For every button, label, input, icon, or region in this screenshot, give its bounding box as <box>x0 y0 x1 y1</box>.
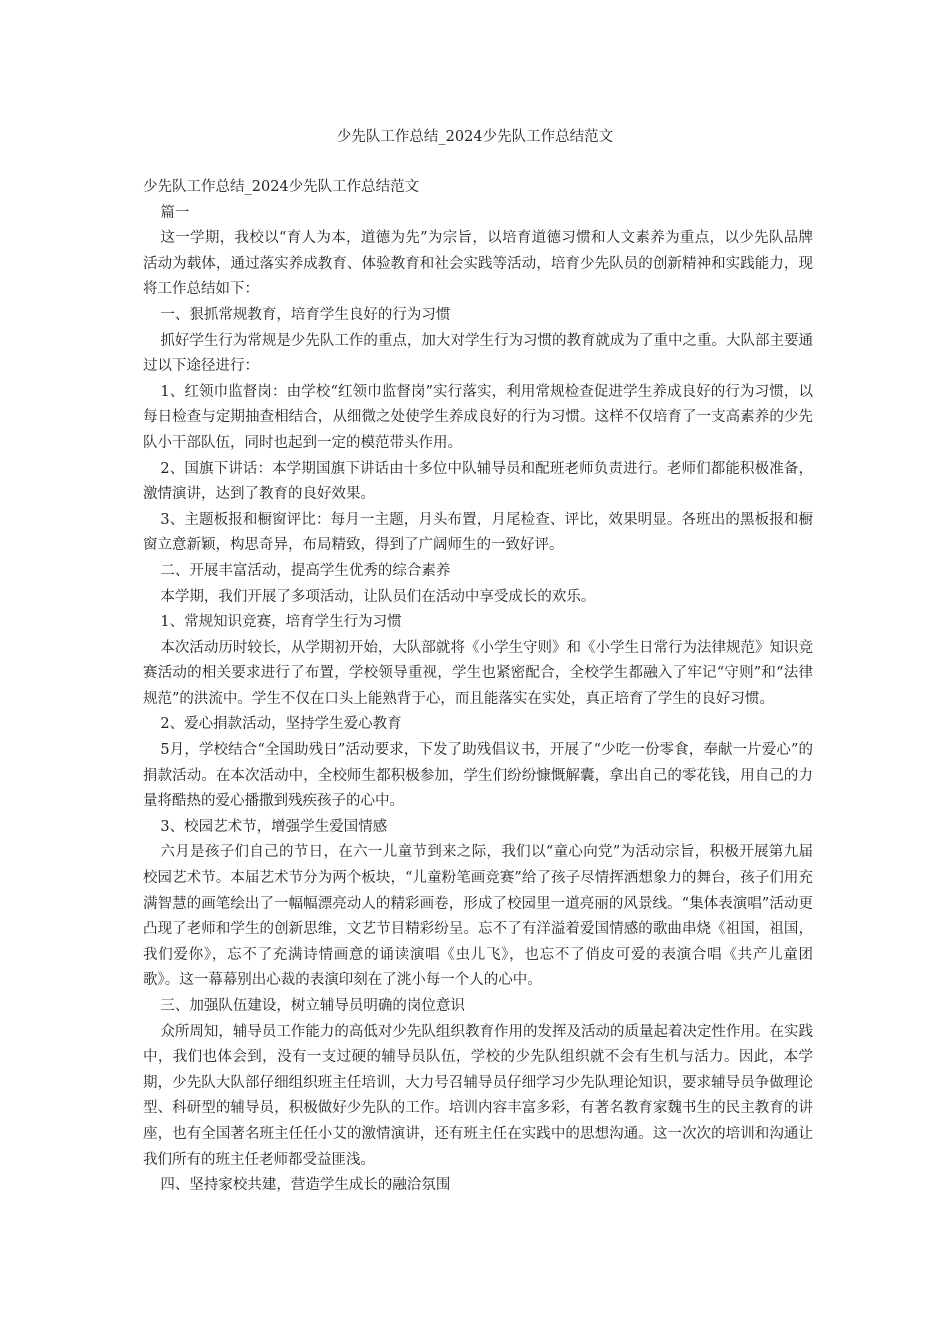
body-paragraph: 这一学期，我校以“育人为本，道德为先”为宗旨，以培育道德习惯和人文素养为重点，以少先队品牌活动为载体，通过落实养成教育、体验教育和社会实践等活动，培育少先队员的创新精神和实践能力，现将工作总结如下： <box>143 230 813 298</box>
section-heading: 四、坚持家校共建，营造学生成长的融洽氛围 <box>160 1177 451 1194</box>
body-paragraph: 本学期，我们开展了多项活动，让队员们在活动中享受成长的欢乐。 <box>160 588 596 605</box>
document-title: 少先队工作总结_2024少先队工作总结范文 <box>336 129 614 145</box>
body-paragraph: 2、国旗下讲话：本学期国旗下讲话由十多位中队辅导员和配班老师负责进行。老师们都能积极准备，激情演讲，达到了教育的良好效果。 <box>143 460 813 503</box>
section-heading: 二、开展丰富活动，提高学生优秀的综合素养 <box>160 562 451 579</box>
document-subtitle: 少先队工作总结_2024少先队工作总结范文 <box>143 179 420 195</box>
section-heading: 三、加强队伍建设，树立辅导员明确的岗位意识 <box>160 998 465 1014</box>
document-body <box>143 175 813 1199</box>
body-paragraph: 篇一 <box>160 204 190 221</box>
body-paragraph: 2、爱心捐款活动，坚持学生爱心教育 <box>160 716 402 733</box>
body-paragraph: 六月是孩子们自己的节日，在六一儿童节到来之际，我们以“童心向党”为活动宗旨，积极开展第九届校园艺术节。本届艺术节分为两个板块，“儿童粉笔画竞赛”给了孩子尽情挥洒想象力的舞台，孩子们用充满智慧的画笔绘出了一幅幅漂亮动人的精彩画卷，形成了校园里一道亮丽的风景线。“集体表演唱”活动更凸现了老师和学生的创新思维，文艺节目精彩纷呈。忘不了有洋溢着爱国情感的歌曲串烧《祖国，祖国，我们爱你》，忘不了充满诗情画意的诵读演唱《虫儿飞》，也忘不了俏皮可爱的表演合唱《共产儿童团歌》。这一幕幕别出心裁的表演印刻在了洮小每一个人的心中。 <box>143 844 813 989</box>
body-paragraph: 5月，学校结合“全国助残日”活动要求，下发了助残倡议书，开展了“少吃一份零食，奉献一片爱心”的捐款活动。在本次活动中，全校师生都积极参加，学生们纷纷慷慨解囊，拿出自己的零花钱，用自己的力量将酷热的爱心播撒到残疾孩子的心中。 <box>143 742 813 810</box>
body-paragraph: 3、校园艺术节，增强学生爱国情感 <box>160 818 388 835</box>
body-paragraph: 众所周知，辅导员工作能力的高低对少先队组织教育作用的发挥及活动的质量起着决定性作用。在实践中，我们也体会到，没有一支过硬的辅导员队伍，学校的少先队组织就不会有生机与活力。因此，本学期，少先队大队部仔细组织班主任培训，大力号召辅导员仔细学习少先队理论知识，要求辅导员争做理论型、科研型的辅导员，积极做好少先队的工作。培训内容丰富多彩，有著名教育家魏书生的民主教育的讲座，也有全国著名班主任任小艾的激情演讲，还有班主任在实践中的思想沟通。这一次次的培训和沟通让我们所有的班主任老师都受益匪浅。 <box>143 1023 813 1168</box>
body-paragraph: 1、常规知识竞赛，培育学生行为习惯 <box>160 614 402 631</box>
body-paragraph: 3、主题板报和橱窗评比：每月一主题，月头布置，月尾检查、评比，效果明显。各班出的黑板报和橱窗立意新颖，构思奇异，布局精致，得到了广阔师生的一致好评。 <box>143 511 813 554</box>
body-paragraph: 1、红领巾监督岗：由学校“红领巾监督岗”实行落实，利用常规检查促进学生养成良好的行为习惯，以每日检查与定期抽查相结合，从细微之处使学生养成良好的行为习惯。这样不仅培育了一支高素养的少先队小干部队伍，同时也起到一定的模范带头作用。 <box>143 383 813 451</box>
body-paragraph: 本次活动历时较长，从学期初开始，大队部就将《小学生守则》和《小学生日常行为法律规范》知识竞赛活动的相关要求进行了布置，学校领导重视，学生也紧密配合，全校学生都融入了牢记“守则”和“法律规范”的洪流中。学生不仅在口头上能熟背于心，而且能落实在实处，真正培育了学生的良好习惯。 <box>143 639 813 707</box>
section-heading: 一、狠抓常规教育，培育学生良好的行为习惯 <box>160 306 451 323</box>
body-paragraph: 抓好学生行为常规是少先队工作的重点，加大对学生行为习惯的教育就成为了重中之重。大队部主要通过以下途径进行： <box>143 332 813 375</box>
